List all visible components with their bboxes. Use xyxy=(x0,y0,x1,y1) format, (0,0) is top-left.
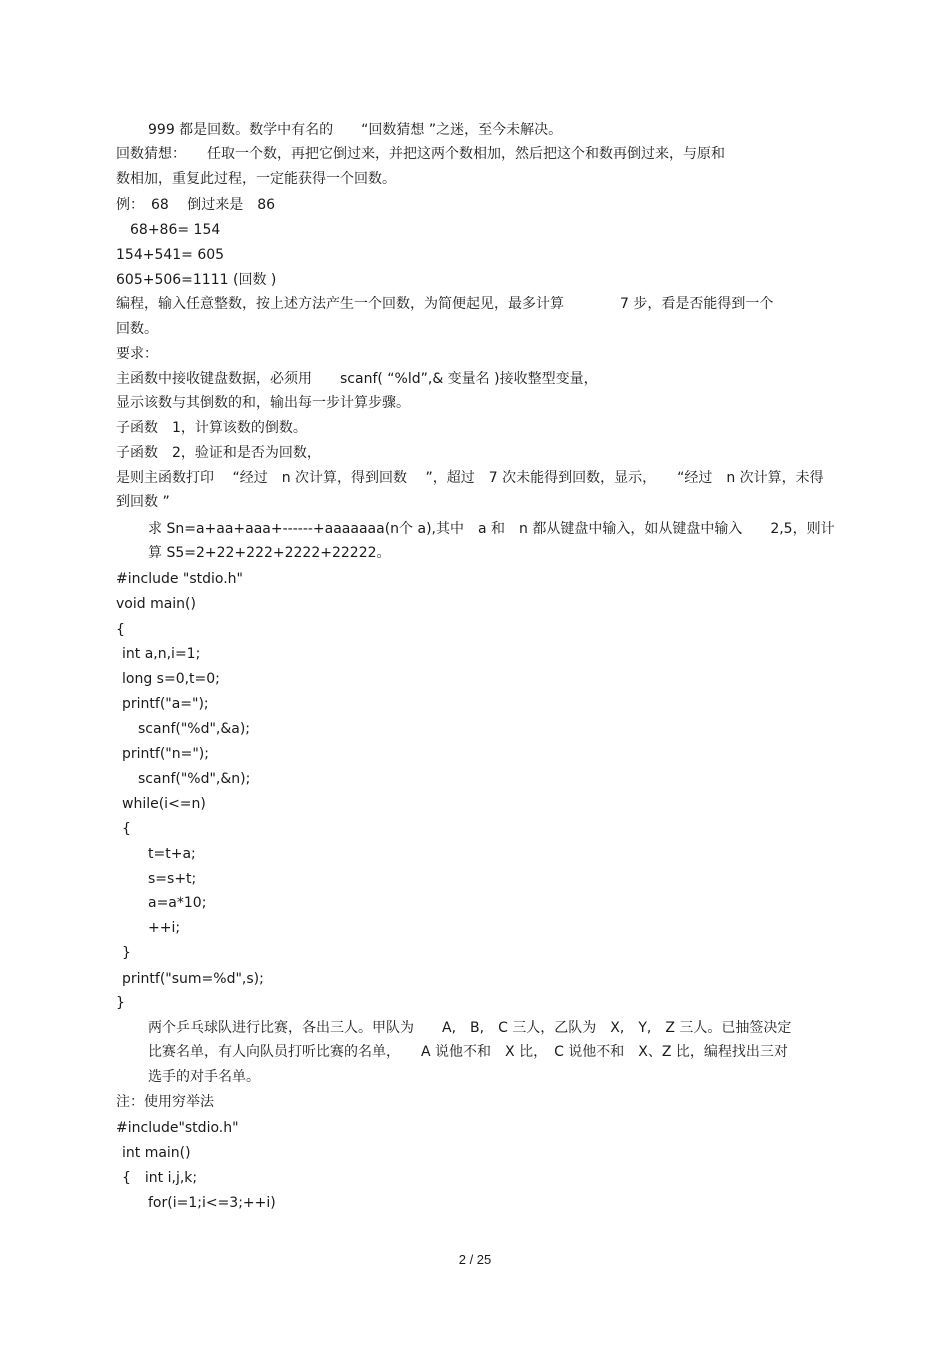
text-line: 605+506=1111 (回数 ) xyxy=(116,272,277,288)
text-line: 154+541= 605 xyxy=(116,247,225,263)
text-line: 比赛名单，有人向队员打听比赛的名单， A 说他不和 X 比， C 说他不和 X、Z 比，编程找出三对 xyxy=(148,1044,788,1060)
code-line: { xyxy=(116,622,125,638)
text-line: 选手的对手名单。 xyxy=(148,1069,260,1085)
code-line: a=a*10; xyxy=(148,895,207,911)
code-line: printf("n="); xyxy=(122,746,209,762)
text-line: 999 都是回数。数学中有名的 “回数猜想 ”之迷，至今未解决。 xyxy=(148,122,563,138)
code-line: printf("sum=%d",s); xyxy=(122,971,264,987)
text-line: 求 Sn=a+aa+aaa+------+aaaaaaa(n个 a),其中 a 和 n 都从键盘中输入，如从键盘中输入 2,5，则计 xyxy=(148,521,835,537)
text-line: 要求： xyxy=(116,346,158,362)
text-line: 编程，输入任意整数，按上述方法产生一个回数，为简便起见，最多计算 7 步，看是否能得到一个 xyxy=(116,296,774,312)
text-line: 算 S5=2+22+222+2222+22222。 xyxy=(148,545,391,561)
code-line: int main() xyxy=(122,1145,191,1161)
code-line: #include "stdio.h" xyxy=(116,571,243,587)
code-line: long s=0,t=0; xyxy=(122,671,220,687)
text-line: 到回数 ” xyxy=(116,494,170,510)
code-line: } xyxy=(116,995,125,1011)
code-line: t=t+a; xyxy=(148,846,196,862)
code-line: ++i; xyxy=(148,920,181,936)
code-line: scanf("%d",&a); xyxy=(138,721,251,737)
text-line: 注：使用穷举法 xyxy=(116,1094,214,1110)
text-line: 回数。 xyxy=(116,321,158,337)
code-line: } xyxy=(122,945,131,961)
text-line: 两个乒乓球队进行比赛，各出三人。甲队为 A, B, C 三人，乙队为 X, Y, Z 三人。已抽签决定 xyxy=(148,1020,792,1036)
code-line: int a,n,i=1; xyxy=(122,646,201,662)
code-line: s=s+t; xyxy=(148,871,197,887)
code-line: { int i,j,k; xyxy=(122,1170,198,1186)
code-line: #include"stdio.h" xyxy=(116,1120,239,1136)
text-line: 子函数 1，计算该数的倒数。 xyxy=(116,420,307,436)
code-line: for(i=1;i<=3;++i) xyxy=(148,1195,276,1211)
text-line: 例： 68 倒过来是 86 xyxy=(116,197,276,213)
text-line: 子函数 2，验证和是否为回数， xyxy=(116,445,321,461)
text-line: 数相加，重复此过程，一定能获得一个回数。 xyxy=(116,171,396,187)
text-line: 显示该数与其倒数的和，输出每一步计算步骤。 xyxy=(116,395,410,411)
code-line: while(i<=n) xyxy=(122,796,206,812)
text-line: 回数猜想： 任取一个数，再把它倒过来，并把这两个数相加，然后把这个和数再倒过来，与原和 xyxy=(116,146,725,162)
code-line: { xyxy=(122,821,131,837)
page-number: 2 / 25 xyxy=(458,1252,492,1267)
text-line: 是则主函数打印 “经过 n 次计算，得到回数 ”，超过 7 次未能得到回数，显示， “经过 n 次计算，未得 xyxy=(116,470,824,486)
text-line: 主函数中接收键盘数据，必须用 scanf( “%ld”,& 变量名 )接收整型变量， xyxy=(116,371,598,387)
code-line: printf("a="); xyxy=(122,696,209,712)
code-line: scanf("%d",&n); xyxy=(138,771,251,787)
code-line: void main() xyxy=(116,596,196,612)
text-line: 68+86= 154 xyxy=(130,222,221,238)
